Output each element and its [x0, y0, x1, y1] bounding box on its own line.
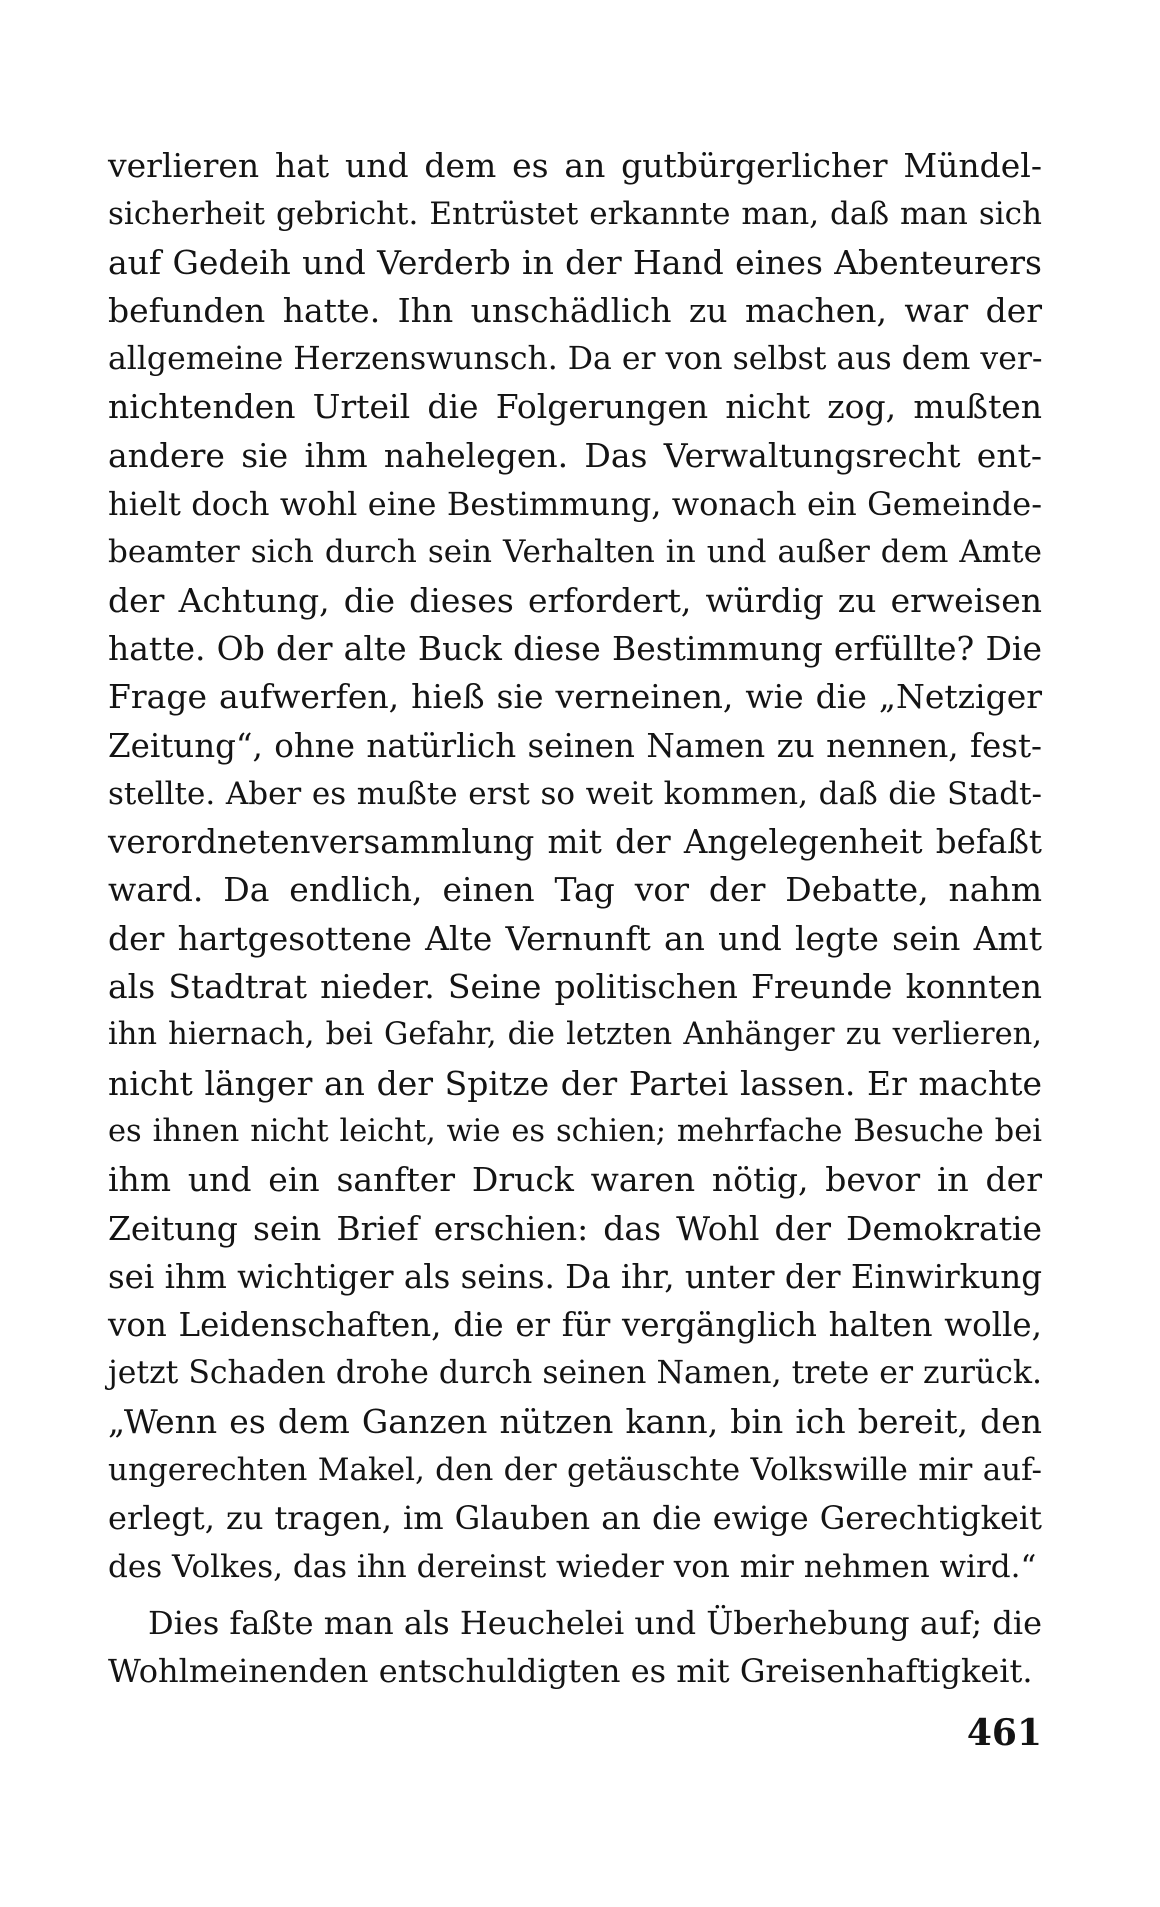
text-line: von Leidenschaften, die er für vergänglich halten wolle,: [108, 1306, 1042, 1345]
text-line: der Achtung, die dieses erfordert, würdig zu erweisen: [108, 580, 1042, 620]
text-line: sei ihm wichtiger als seins. Da ihr, unter der Einwirkung: [108, 1257, 1042, 1296]
text-line: nicht länger an der Spitze der Partei lassen. Er machte: [108, 1063, 1042, 1103]
text-line: der hartgesottene Alte Vernunft an und legte sein Amt: [108, 918, 1042, 958]
text-line: Wohlmeinenden entschuldigten es mit Greisenhaftigkeit.: [108, 1652, 1033, 1691]
text-line: nichtenden Urteil die Folgerungen nicht zog, mußten: [108, 387, 1042, 427]
text-line: auf Gedeih und Verderb in der Hand eines Abenteurers: [108, 242, 1042, 282]
page-number: 461: [966, 1712, 1042, 1754]
text-line: Dies faßte man als Heuchelei und Überhebung auf; die: [148, 1603, 1042, 1642]
text-line: hatte. Ob der alte Buck diese Bestimmung erfüllte? Die: [108, 628, 1042, 668]
text-line: beamter sich durch sein Verhalten in und außer dem Amte: [108, 534, 1042, 571]
text-line: Zeitung“, ohne natürlich seinen Namen zu nennen, fest-: [108, 726, 1042, 765]
text-line: stellte. Aber es mußte erst so weit kommen, daß die Stadt-: [108, 775, 1042, 812]
text-line: befunden hatte. Ihn unschädlich zu machen, war der: [108, 290, 1042, 330]
text-line: andere sie ihm nahelegen. Das Verwaltungsrecht ent-: [108, 435, 1042, 475]
text-line: als Stadtrat nieder. Seine politischen Freunde konnten: [108, 967, 1042, 1007]
text-line: hielt doch wohl eine Bestimmung, wonach ein Gemeinde-: [108, 485, 1042, 524]
paragraph-gap: [108, 1591, 1042, 1599]
text-line: ward. Da endlich, einen Tag vor der Debatte, nahm: [108, 870, 1042, 910]
text-line: Frage aufwerfen, hieß sie verneinen, wie die „Netziger: [108, 677, 1042, 717]
paragraph-1: [108, 142, 1042, 1591]
text-line: „Wenn es dem Ganzen nützen kann, bin ich bereit, den: [108, 1401, 1042, 1441]
paragraph-2: [108, 1599, 1042, 1696]
body-text: [108, 142, 1042, 1696]
text-line: ungerechten Makel, den der getäuschte Volkswille mir auf-: [108, 1452, 1042, 1489]
text-line: Zeitung sein Brief erschien: das Wohl der Demokratie: [108, 1208, 1042, 1248]
text-line: verordnetenversammlung mit der Angelegenheit befaßt: [108, 823, 1042, 862]
text-line: des Volkes, das ihn dereinst wieder von mir nehmen wird.“: [108, 1548, 1037, 1585]
text-line: allgemeine Herzenswunsch. Da er von selbst aus dem ver-: [108, 341, 1043, 378]
text-line: ihn hiernach, bei Gefahr, die letzten Anhänger zu verlieren,: [108, 1017, 1042, 1053]
text-line: erlegt, zu tragen, im Glauben an die ewige Gerechtigkeit: [108, 1499, 1042, 1538]
text-line: jetzt Schaden drohe durch seinen Namen, trete er zurück.: [108, 1355, 1042, 1392]
text-line: verlieren hat und dem es an gutbürgerlicher Mündel-: [108, 146, 1042, 185]
text-line: es ihnen nicht leicht, wie es schien; mehrfache Besuche bei: [108, 1113, 1042, 1149]
text-line: sicherheit gebricht. Entrüstet erkannte man, daß man sich: [108, 196, 1042, 233]
text-line: ihm und ein sanfter Druck waren nötig, bevor in der: [108, 1160, 1042, 1200]
